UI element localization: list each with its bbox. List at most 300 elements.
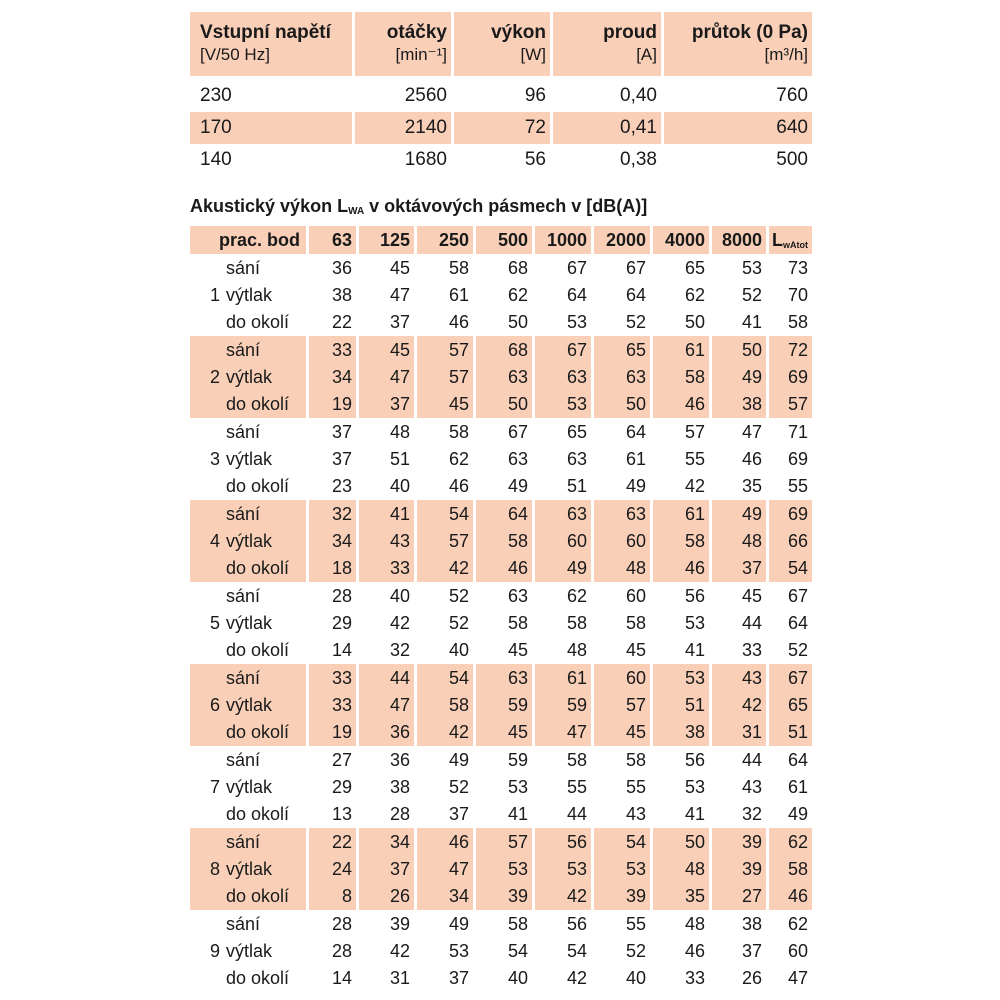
value-cell: 14 bbox=[331, 640, 352, 660]
value-cell: 46 bbox=[448, 832, 469, 852]
value-cell: 54 bbox=[625, 832, 646, 852]
row-label: do okolí bbox=[226, 968, 290, 988]
value-cell: 61 bbox=[448, 285, 469, 305]
flow-value: 760 bbox=[776, 85, 808, 106]
value-cell: 67 bbox=[787, 586, 808, 606]
value-cell: 69 bbox=[787, 504, 808, 524]
value-cell: 50 bbox=[684, 832, 705, 852]
value-cell: 36 bbox=[389, 722, 410, 742]
row-label: sání bbox=[226, 668, 261, 688]
row-label: výtlak bbox=[226, 941, 273, 961]
value-cell: 48 bbox=[566, 640, 587, 660]
value-cell: 54 bbox=[448, 668, 469, 688]
value-cell: 57 bbox=[684, 422, 705, 442]
value-cell: 54 bbox=[787, 558, 808, 578]
current-value: 0,38 bbox=[620, 149, 657, 170]
working-point-group bbox=[190, 500, 812, 582]
working-point-number: 3 bbox=[209, 449, 220, 469]
value-cell: 40 bbox=[389, 476, 410, 496]
value-cell: 36 bbox=[389, 750, 410, 770]
value-cell: 64 bbox=[787, 750, 808, 770]
working-point-group bbox=[190, 664, 812, 746]
value-cell: 26 bbox=[741, 968, 762, 988]
row-label: do okolí bbox=[226, 804, 290, 824]
value-cell: 27 bbox=[331, 750, 352, 770]
value-cell: 71 bbox=[787, 422, 808, 442]
value-cell: 48 bbox=[625, 558, 646, 578]
value-cell: 56 bbox=[566, 914, 587, 934]
value-cell: 45 bbox=[507, 722, 528, 742]
value-cell: 56 bbox=[566, 832, 587, 852]
value-cell: 38 bbox=[389, 777, 410, 797]
value-cell: 57 bbox=[448, 340, 469, 360]
row-label: výtlak bbox=[226, 285, 273, 305]
table-row bbox=[190, 473, 812, 500]
header-band-63: 63 bbox=[309, 226, 356, 254]
value-cell: 35 bbox=[684, 886, 705, 906]
value-cell: 61 bbox=[625, 449, 646, 469]
value-cell: 53 bbox=[566, 312, 587, 332]
value-cell: 39 bbox=[507, 886, 528, 906]
value-cell: 50 bbox=[684, 312, 705, 332]
value-cell: 65 bbox=[566, 422, 587, 442]
value-cell: 24 bbox=[331, 859, 352, 879]
value-cell: 42 bbox=[389, 613, 410, 633]
value-cell: 41 bbox=[741, 312, 762, 332]
value-cell: 56 bbox=[684, 750, 705, 770]
value-cell: 49 bbox=[448, 914, 469, 934]
value-cell: 63 bbox=[507, 449, 528, 469]
value-cell: 48 bbox=[389, 422, 410, 442]
value-cell: 50 bbox=[625, 394, 646, 414]
value-cell: 34 bbox=[448, 886, 469, 906]
value-cell: 58 bbox=[448, 258, 469, 278]
row-label: sání bbox=[226, 340, 261, 360]
value-cell: 33 bbox=[389, 558, 410, 578]
value-cell: 55 bbox=[625, 914, 646, 934]
value-cell: 64 bbox=[507, 504, 528, 524]
value-cell: 46 bbox=[448, 312, 469, 332]
acoustic-table bbox=[190, 226, 812, 992]
value-cell: 53 bbox=[684, 668, 705, 688]
table-row bbox=[190, 965, 812, 992]
value-cell: 55 bbox=[625, 777, 646, 797]
value-cell: 54 bbox=[507, 941, 528, 961]
value-cell: 68 bbox=[507, 258, 528, 278]
value-cell: 59 bbox=[566, 695, 587, 715]
table-row bbox=[190, 665, 812, 692]
value-cell: 58 bbox=[787, 312, 808, 332]
table-row bbox=[190, 637, 812, 664]
value-cell: 37 bbox=[741, 941, 762, 961]
table-row bbox=[190, 501, 812, 528]
value-cell: 19 bbox=[331, 394, 352, 414]
value-cell: 45 bbox=[625, 640, 646, 660]
value-cell: 29 bbox=[331, 777, 352, 797]
value-cell: 42 bbox=[389, 941, 410, 961]
row-label: do okolí bbox=[226, 640, 290, 660]
row-label: do okolí bbox=[226, 722, 290, 742]
value-cell: 42 bbox=[448, 722, 469, 742]
value-cell: 63 bbox=[625, 504, 646, 524]
value-cell: 60 bbox=[625, 668, 646, 688]
value-cell: 14 bbox=[331, 968, 352, 988]
working-point-group bbox=[190, 336, 812, 418]
value-cell: 47 bbox=[389, 285, 410, 305]
row-label: do okolí bbox=[226, 476, 290, 496]
value-cell: 57 bbox=[448, 531, 469, 551]
value-cell: 47 bbox=[389, 695, 410, 715]
value-cell: 62 bbox=[787, 832, 808, 852]
value-cell: 37 bbox=[448, 804, 469, 824]
value-cell: 37 bbox=[389, 394, 410, 414]
table-row bbox=[190, 255, 812, 282]
value-cell: 49 bbox=[787, 804, 808, 824]
voltage-value: 140 bbox=[200, 149, 232, 170]
header-band-250: 250 bbox=[417, 226, 473, 254]
working-point-number: 2 bbox=[209, 367, 220, 387]
table-row bbox=[190, 911, 812, 938]
value-cell: 44 bbox=[741, 750, 762, 770]
working-point-group bbox=[190, 254, 812, 336]
value-cell: 22 bbox=[331, 312, 352, 332]
value-cell: 58 bbox=[787, 859, 808, 879]
value-cell: 37 bbox=[331, 449, 352, 469]
value-cell: 45 bbox=[507, 640, 528, 660]
value-cell: 50 bbox=[507, 394, 528, 414]
value-cell: 65 bbox=[684, 258, 705, 278]
value-cell: 52 bbox=[448, 586, 469, 606]
value-cell: 50 bbox=[507, 312, 528, 332]
table-row bbox=[190, 364, 812, 391]
value-cell: 53 bbox=[566, 394, 587, 414]
row-label: sání bbox=[226, 914, 261, 934]
table-row bbox=[190, 144, 812, 176]
value-cell: 56 bbox=[684, 586, 705, 606]
header-working-point: prac. bod bbox=[190, 226, 306, 254]
value-cell: 51 bbox=[787, 722, 808, 742]
value-cell: 33 bbox=[331, 340, 352, 360]
value-cell: 28 bbox=[331, 941, 352, 961]
value-cell: 36 bbox=[331, 258, 352, 278]
value-cell: 44 bbox=[389, 668, 410, 688]
header-band-500: 500 bbox=[476, 226, 532, 254]
working-point-group bbox=[190, 418, 812, 500]
value-cell: 47 bbox=[787, 968, 808, 988]
value-cell: 60 bbox=[625, 586, 646, 606]
value-cell: 51 bbox=[389, 449, 410, 469]
table-row bbox=[190, 610, 812, 637]
value-cell: 62 bbox=[448, 449, 469, 469]
value-cell: 54 bbox=[448, 504, 469, 524]
value-cell: 53 bbox=[507, 859, 528, 879]
value-cell: 47 bbox=[389, 367, 410, 387]
value-cell: 50 bbox=[741, 340, 762, 360]
row-label: do okolí bbox=[226, 394, 290, 414]
table-row bbox=[190, 583, 812, 610]
value-cell: 38 bbox=[331, 285, 352, 305]
value-cell: 18 bbox=[331, 558, 352, 578]
value-cell: 32 bbox=[741, 804, 762, 824]
value-cell: 63 bbox=[566, 367, 587, 387]
performance-table bbox=[190, 12, 812, 176]
value-cell: 39 bbox=[741, 859, 762, 879]
value-cell: 52 bbox=[787, 640, 808, 660]
value-cell: 68 bbox=[507, 340, 528, 360]
value-cell: 51 bbox=[566, 476, 587, 496]
value-cell: 58 bbox=[507, 914, 528, 934]
header-band-1000: 1000 bbox=[535, 226, 591, 254]
flow-value: 500 bbox=[776, 149, 808, 170]
value-cell: 37 bbox=[741, 558, 762, 578]
value-cell: 49 bbox=[741, 367, 762, 387]
working-point-number: 7 bbox=[209, 777, 220, 797]
rpm-value: 2140 bbox=[355, 112, 451, 144]
value-cell: 48 bbox=[684, 859, 705, 879]
value-cell: 28 bbox=[331, 914, 352, 934]
value-cell: 53 bbox=[741, 258, 762, 278]
value-cell: 42 bbox=[448, 558, 469, 578]
value-cell: 41 bbox=[507, 804, 528, 824]
value-cell: 46 bbox=[684, 394, 705, 414]
value-cell: 59 bbox=[507, 750, 528, 770]
value-cell: 53 bbox=[684, 777, 705, 797]
value-cell: 34 bbox=[331, 367, 352, 387]
value-cell: 52 bbox=[625, 941, 646, 961]
value-cell: 43 bbox=[625, 804, 646, 824]
working-point-number: 6 bbox=[209, 695, 220, 715]
value-cell: 49 bbox=[741, 504, 762, 524]
voltage-value: 170 bbox=[190, 112, 352, 144]
table-row bbox=[190, 774, 812, 801]
value-cell: 46 bbox=[684, 941, 705, 961]
rpm-value: 2560 bbox=[404, 85, 447, 106]
value-cell: 43 bbox=[389, 531, 410, 551]
working-point-group bbox=[190, 828, 812, 910]
value-cell: 28 bbox=[389, 804, 410, 824]
value-cell: 37 bbox=[331, 422, 352, 442]
value-cell: 60 bbox=[566, 531, 587, 551]
value-cell: 72 bbox=[787, 340, 808, 360]
value-cell: 64 bbox=[566, 285, 587, 305]
value-cell: 27 bbox=[741, 886, 762, 906]
value-cell: 29 bbox=[331, 613, 352, 633]
header-total bbox=[769, 226, 812, 254]
flow-value: 640 bbox=[664, 112, 812, 144]
value-cell: 19 bbox=[331, 722, 352, 742]
value-cell: 31 bbox=[389, 968, 410, 988]
value-cell: 60 bbox=[787, 941, 808, 961]
value-cell: 67 bbox=[507, 422, 528, 442]
working-point-number: 9 bbox=[209, 941, 220, 961]
working-point-group bbox=[190, 746, 812, 828]
value-cell: 55 bbox=[566, 777, 587, 797]
row-label: do okolí bbox=[226, 558, 290, 578]
row-label: sání bbox=[226, 422, 261, 442]
value-cell: 53 bbox=[507, 777, 528, 797]
row-label: výtlak bbox=[226, 859, 273, 879]
value-cell: 40 bbox=[625, 968, 646, 988]
value-cell: 57 bbox=[448, 367, 469, 387]
table-row bbox=[190, 391, 812, 418]
header-band-4000: 4000 bbox=[653, 226, 709, 254]
value-cell: 23 bbox=[331, 476, 352, 496]
value-cell: 52 bbox=[448, 613, 469, 633]
working-point-number: 1 bbox=[209, 285, 220, 305]
value-cell: 58 bbox=[566, 750, 587, 770]
performance-header-row bbox=[190, 12, 812, 76]
table-row bbox=[190, 938, 812, 965]
header-band-8000: 8000 bbox=[712, 226, 766, 254]
value-cell: 47 bbox=[448, 859, 469, 879]
value-cell: 62 bbox=[507, 285, 528, 305]
value-cell: 37 bbox=[448, 968, 469, 988]
table-row bbox=[190, 419, 812, 446]
value-cell: 57 bbox=[625, 695, 646, 715]
value-cell: 59 bbox=[507, 695, 528, 715]
working-point-number: 5 bbox=[209, 613, 220, 633]
rpm-value: 1680 bbox=[404, 149, 447, 170]
value-cell: 51 bbox=[684, 695, 705, 715]
row-label: sání bbox=[226, 832, 261, 852]
working-point-group bbox=[190, 582, 812, 664]
value-cell: 47 bbox=[741, 422, 762, 442]
value-cell: 8 bbox=[341, 886, 352, 906]
value-cell: 38 bbox=[741, 394, 762, 414]
value-cell: 64 bbox=[787, 613, 808, 633]
value-cell: 63 bbox=[566, 449, 587, 469]
value-cell: 49 bbox=[625, 476, 646, 496]
value-cell: 40 bbox=[507, 968, 528, 988]
value-cell: 66 bbox=[787, 531, 808, 551]
header-band-2000: 2000 bbox=[594, 226, 650, 254]
value-cell: 45 bbox=[389, 258, 410, 278]
value-cell: 64 bbox=[625, 422, 646, 442]
value-cell: 46 bbox=[741, 449, 762, 469]
value-cell: 58 bbox=[625, 750, 646, 770]
power-value: 96 bbox=[524, 85, 546, 106]
value-cell: 43 bbox=[741, 777, 762, 797]
table-row bbox=[190, 692, 812, 719]
table-row bbox=[190, 112, 812, 144]
row-label: výtlak bbox=[226, 613, 273, 633]
value-cell: 67 bbox=[787, 668, 808, 688]
value-cell: 55 bbox=[684, 449, 705, 469]
header-total-main: L bbox=[772, 230, 783, 250]
power-value: 56 bbox=[524, 149, 546, 170]
value-cell: 33 bbox=[331, 668, 352, 688]
value-cell: 22 bbox=[331, 832, 352, 852]
value-cell: 63 bbox=[507, 586, 528, 606]
value-cell: 58 bbox=[507, 531, 528, 551]
value-cell: 64 bbox=[625, 285, 646, 305]
value-cell: 37 bbox=[389, 312, 410, 332]
table-row bbox=[190, 528, 812, 555]
value-cell: 35 bbox=[741, 476, 762, 496]
value-cell: 40 bbox=[389, 586, 410, 606]
value-cell: 13 bbox=[331, 804, 352, 824]
value-cell: 58 bbox=[448, 695, 469, 715]
value-cell: 45 bbox=[448, 394, 469, 414]
value-cell: 57 bbox=[787, 394, 808, 414]
power-value: 72 bbox=[454, 112, 550, 144]
working-point-number: 4 bbox=[209, 531, 220, 551]
value-cell: 65 bbox=[625, 340, 646, 360]
row-label: výtlak bbox=[226, 367, 273, 387]
header-total-sub: wAtot bbox=[783, 240, 808, 250]
value-cell: 62 bbox=[787, 914, 808, 934]
value-cell: 61 bbox=[566, 668, 587, 688]
header-band-125: 125 bbox=[359, 226, 414, 254]
current-value: 0,40 bbox=[620, 85, 657, 106]
value-cell: 61 bbox=[684, 504, 705, 524]
value-cell: 61 bbox=[787, 777, 808, 797]
table-row bbox=[190, 446, 812, 473]
table-row bbox=[190, 337, 812, 364]
value-cell: 39 bbox=[389, 914, 410, 934]
value-cell: 53 bbox=[448, 941, 469, 961]
value-cell: 67 bbox=[625, 258, 646, 278]
value-cell: 55 bbox=[787, 476, 808, 496]
value-cell: 58 bbox=[566, 613, 587, 633]
value-cell: 63 bbox=[566, 504, 587, 524]
value-cell: 34 bbox=[331, 531, 352, 551]
value-cell: 58 bbox=[507, 613, 528, 633]
value-cell: 41 bbox=[684, 640, 705, 660]
value-cell: 32 bbox=[331, 504, 352, 524]
value-cell: 44 bbox=[566, 804, 587, 824]
value-cell: 70 bbox=[787, 285, 808, 305]
table-row bbox=[190, 747, 812, 774]
header-voltage: Vstupní napětí [V/50 Hz] bbox=[190, 12, 352, 76]
row-label: do okolí bbox=[226, 312, 290, 332]
value-cell: 58 bbox=[448, 422, 469, 442]
table-row bbox=[190, 801, 812, 828]
working-point-number: 8 bbox=[209, 859, 220, 879]
row-label: výtlak bbox=[226, 449, 273, 469]
value-cell: 41 bbox=[389, 504, 410, 524]
value-cell: 48 bbox=[741, 531, 762, 551]
value-cell: 49 bbox=[507, 476, 528, 496]
value-cell: 44 bbox=[741, 613, 762, 633]
value-cell: 33 bbox=[684, 968, 705, 988]
value-cell: 46 bbox=[684, 558, 705, 578]
row-label: do okolí bbox=[226, 886, 290, 906]
value-cell: 41 bbox=[684, 804, 705, 824]
value-cell: 31 bbox=[741, 722, 762, 742]
value-cell: 45 bbox=[741, 586, 762, 606]
value-cell: 57 bbox=[507, 832, 528, 852]
value-cell: 53 bbox=[566, 859, 587, 879]
table-row bbox=[190, 719, 812, 746]
value-cell: 42 bbox=[684, 476, 705, 496]
value-cell: 67 bbox=[566, 258, 587, 278]
value-cell: 49 bbox=[566, 558, 587, 578]
value-cell: 42 bbox=[566, 886, 587, 906]
value-cell: 58 bbox=[684, 367, 705, 387]
value-cell: 53 bbox=[625, 859, 646, 879]
table-row bbox=[190, 309, 812, 336]
header-current: proud [A] bbox=[553, 12, 661, 76]
value-cell: 26 bbox=[389, 886, 410, 906]
value-cell: 58 bbox=[625, 613, 646, 633]
value-cell: 46 bbox=[507, 558, 528, 578]
value-cell: 60 bbox=[625, 531, 646, 551]
table-row bbox=[190, 555, 812, 582]
current-value: 0,41 bbox=[553, 112, 661, 144]
value-cell: 46 bbox=[787, 886, 808, 906]
value-cell: 61 bbox=[684, 340, 705, 360]
